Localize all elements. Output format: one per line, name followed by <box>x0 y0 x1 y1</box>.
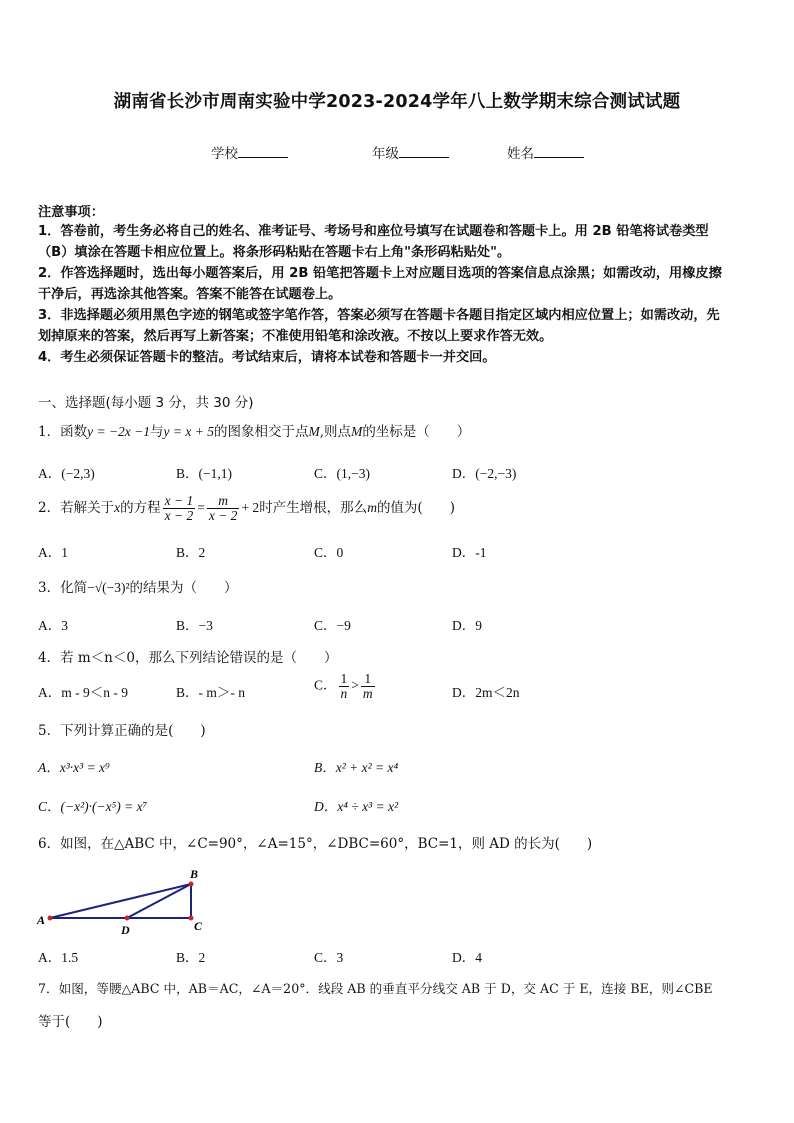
q2-f1-den: x − 2 <box>164 508 194 523</box>
school-blank[interactable] <box>238 145 288 158</box>
q5-option-c[interactable]: C．(−x²)·(−x⁵) = x⁷ <box>38 799 148 814</box>
label-c: C <box>194 919 203 933</box>
q6-option-c[interactable]: C．3 <box>314 950 344 965</box>
q2-option-a[interactable]: A．1 <box>38 545 68 560</box>
segment-BD <box>127 884 191 918</box>
q2-suffix: 的值为( ) <box>376 500 455 516</box>
question-7-line-1: 7．如图，等腰△ABC 中，AB＝AC，∠A＝20°．线段 AB 的垂直平分线交 AB 于 D，交 AC 于 E，连接 BE，则∠CBE <box>38 981 713 996</box>
question-3 <box>38 576 238 596</box>
notice-line: （B）填涂在答题卡相应位置上。将条形码粘贴在答题卡右上角"条形码粘贴处"。 <box>38 245 511 260</box>
q3-option-a[interactable]: A．3 <box>38 618 68 633</box>
q1-formula-1: y = −2x −1 <box>87 424 151 439</box>
q4-c-num2: 1 <box>361 672 375 687</box>
notice-line: 划掉原来的答案，然后再写上新答案；不准使用铅笔和涂改液。不按以上要求作答无效。 <box>38 329 553 344</box>
q1-text: ,则点 <box>319 424 352 440</box>
point-b <box>189 882 194 887</box>
notice-line: 2．作答选择题时，选出每小题答案后，用 2B 铅笔把答题卡上对应题目选项的答案信息点涂黑；如需改动，用橡皮擦 <box>38 266 722 281</box>
q1-suffix: 的坐标是（ ） <box>362 424 471 440</box>
school-field[interactable] <box>211 142 288 162</box>
q2-var: x <box>114 500 121 515</box>
q3-option-c[interactable]: C．−9 <box>314 618 351 633</box>
q2-eq: = <box>197 500 205 515</box>
q4-c-num1: 1 <box>340 671 348 686</box>
question-7-line-2: 等于( ) <box>38 1014 103 1030</box>
q5-option-a[interactable]: A．x³·x³ = x⁹ <box>38 760 110 775</box>
q1-option-d[interactable]: D．(−2,−3) <box>452 466 517 481</box>
q2-prefix: 2．若解关于 <box>38 500 115 516</box>
notice-line: 4．考生必须保证答题卡的整洁。考试结束后，请将本试卷和答题卡一并交回。 <box>38 350 496 365</box>
q2-option-b[interactable]: B．2 <box>176 545 206 560</box>
q4-option-d[interactable]: D．2m＜2n <box>452 685 520 700</box>
q4-c-gt: > <box>351 677 359 693</box>
notice-line: 干净后，再选涂其他答案。答案不能答在试题卷上。 <box>38 287 342 302</box>
notice-line: 1．答卷前，考生务必将自己的姓名、准考证号、考场号和座位号填写在试题卷和答题卡上。用 2B 铅笔将试卷类型 <box>38 224 709 239</box>
q4-option-c[interactable] <box>314 672 377 701</box>
q4-option-c-label: C． <box>314 677 337 693</box>
q1-option-b[interactable]: B．(−1,1) <box>176 466 232 481</box>
question-4: 4．若 m＜n＜0，那么下列结论错误的是（ ） <box>38 650 338 666</box>
q5-option-d[interactable]: D．x⁴ ÷ x³ = x² <box>314 799 399 814</box>
name-blank[interactable] <box>534 145 584 158</box>
q2-option-d[interactable]: D．-1 <box>452 545 487 560</box>
grade-label: 年级 <box>372 146 399 162</box>
q6-option-a[interactable]: A．1.5 <box>38 950 79 965</box>
label-d: D <box>121 923 130 936</box>
q2-text: 时产生增根，那么 <box>259 500 368 516</box>
q1-option-c[interactable]: C．(1,−3) <box>314 466 370 481</box>
q2-fraction-1 <box>163 494 196 523</box>
grade-blank[interactable] <box>399 145 449 158</box>
q6-option-b[interactable]: B．2 <box>176 950 206 965</box>
q3-expression: −√(−3)² <box>87 580 130 595</box>
notice-line: 3．非选择题必须用黑色字迹的钢笔或签字笔作答，答案必须写在答题卡各题目指定区域内相应位置上；如需改动，先 <box>38 308 720 323</box>
grade-field[interactable] <box>372 142 449 162</box>
q5-option-b[interactable]: B．x² + x² = x⁴ <box>314 760 399 775</box>
page-title: 湖南省长沙市周南实验中学2023-2024学年八上数学期末综合测试试题 <box>113 92 681 112</box>
label-b: B <box>190 867 199 881</box>
segment-AB <box>50 884 191 918</box>
q4-option-b[interactable]: B．- m＞- n <box>176 685 245 700</box>
q1-formula-2: y = x + 5 <box>163 424 215 439</box>
q1-option-a[interactable]: A．(−2,3) <box>38 466 95 481</box>
q2-var-m: m <box>367 500 377 515</box>
q2-f2-num: m <box>207 494 240 509</box>
q1-prefix: 1．函数 <box>38 424 88 440</box>
q2-fraction-2 <box>207 494 240 523</box>
q4-option-a[interactable]: A．m - 9＜n - 9 <box>38 685 128 700</box>
question-5: 5．下列计算正确的是( ) <box>38 723 206 739</box>
question-1 <box>38 420 470 440</box>
q2-f2-den: x − 2 <box>208 508 238 523</box>
q2-option-c[interactable]: C．0 <box>314 545 344 560</box>
q6-option-d[interactable]: D．4 <box>452 950 482 965</box>
q3-option-d[interactable]: D．9 <box>452 618 482 633</box>
notice-heading: 注意事项： <box>38 205 104 220</box>
q6-triangle-figure <box>34 864 214 936</box>
q1-text: 的图象相交于点 <box>214 424 309 440</box>
name-label: 姓名 <box>507 146 534 162</box>
q3-suffix: 的结果为（ ） <box>129 580 238 596</box>
q4-c-frac-2 <box>361 672 375 701</box>
question-6: 6．如图，在△ABC 中，∠C=90°，∠A=15°，∠DBC=60°，BC=1，则 AD 的长为( ) <box>38 836 593 852</box>
q1-point: M <box>351 424 363 439</box>
q2-f1-num: x − 1 <box>164 493 194 508</box>
name-field[interactable] <box>507 142 584 162</box>
q1-point: M <box>308 424 320 439</box>
point-c <box>189 916 194 921</box>
q2-plus: + 2 <box>241 500 260 515</box>
q4-c-den1: n <box>340 686 348 701</box>
q2-text: 的方程 <box>120 500 161 516</box>
question-2 <box>38 494 455 523</box>
q4-c-den2: m <box>362 686 373 701</box>
school-label: 学校 <box>211 146 238 162</box>
q3-prefix: 3．化简 <box>38 580 88 596</box>
q3-option-b[interactable]: B．−3 <box>176 618 213 633</box>
q1-text: 与 <box>150 424 164 440</box>
section-heading: 一、选择题(每小题 3 分，共 30 分) <box>38 395 254 411</box>
q4-c-frac-1 <box>339 672 350 701</box>
point-a <box>48 916 53 921</box>
point-d <box>125 916 130 921</box>
label-a: A <box>37 913 46 927</box>
